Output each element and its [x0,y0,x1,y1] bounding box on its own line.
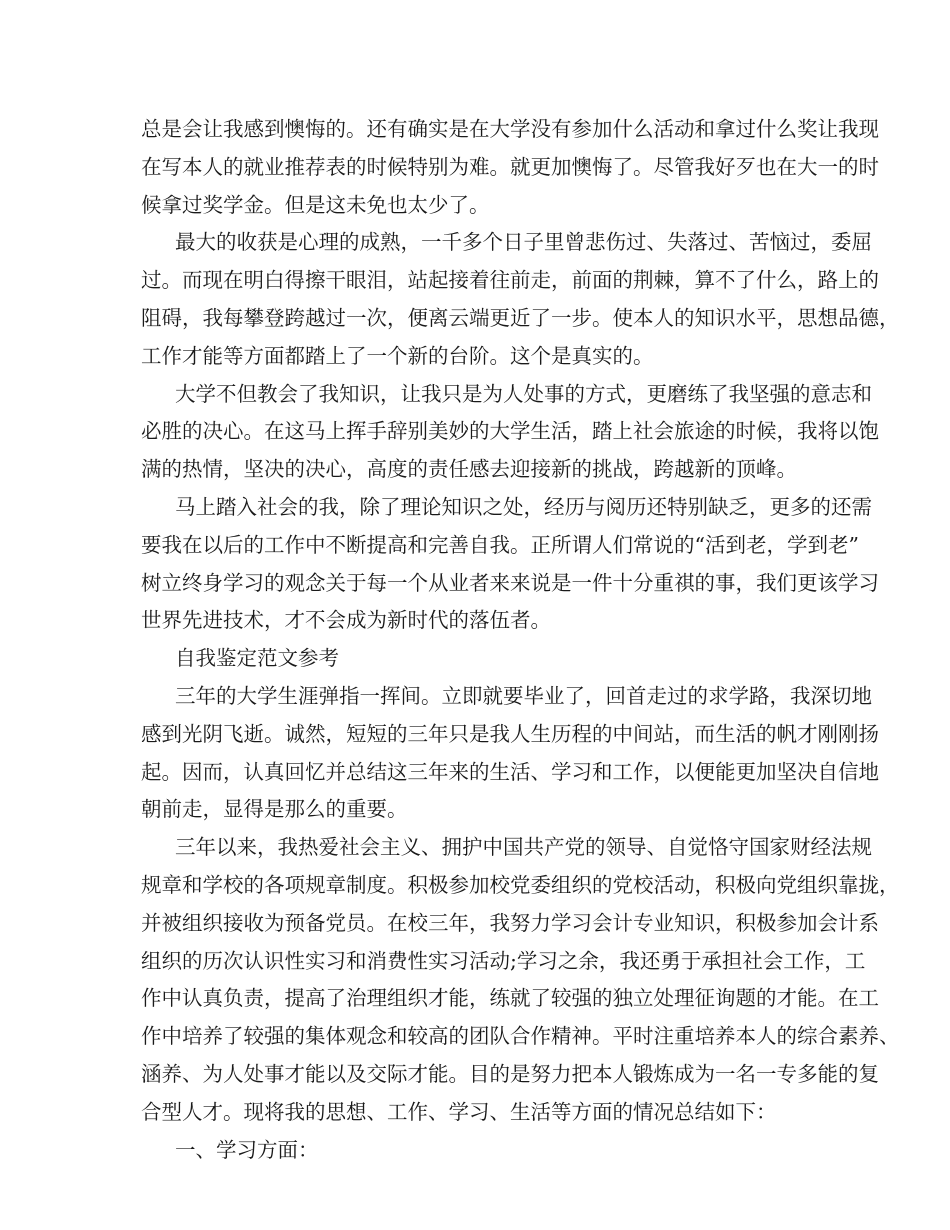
paragraph-first-line: 大学不但教会了我知识，让我只是为人处事的方式，更磨练了我坚强的意志和 [175,381,872,406]
text-line: 涵养、为人处事才能以及交际才能。目的是努力把本人锻炼成为一名一专多能的复 [141,1061,879,1086]
text-line: 阻碍，我每攀登跨越过一次，便离云端更近了一步。使本人的知识水平，思想品德， [141,305,900,330]
paragraph-first-line: 最大的收获是心理的成熟，一千多个日子里曾悲伤过、失落过、苦恼过，委屈 [175,230,872,255]
text-line: 候拿过奖学金。但是这未免也太少了。 [141,192,490,217]
text-line: 要我在以后的工作中不断提高和完善自我。正所谓人们常说的“活到老，学到老” [141,532,859,557]
paragraph-first-line: 三年的大学生涯弹指一挥间。立即就要毕业了，回首走过的求学路，我深切地 [175,683,872,708]
paragraph-first-line: 三年以来，我热爱社会主义、拥护中国共产党的领导、自觉恪守国家财经法规 [175,835,872,860]
paragraph-first-line: 马上踏入社会的我，除了理论知识之处，经历与阅历还特别缺乏，更多的还需 [175,494,872,519]
text-line: 过。而现在明白得擦干眼泪，站起接着往前走，前面的荆棘，算不了什么，路上的 [141,268,879,293]
paragraph-first-line: 一、学习方面： [175,1137,319,1162]
text-line: 作中认真负责，提高了治理组织才能，练就了较强的独立处理征询题的才能。在工 [141,986,879,1011]
text-line: 感到光阴飞逝。诚然，短短的三年只是我人生历程的中间站，而生活的帆才刚刚扬 [141,721,879,746]
text-line: 朝前走，显得是那么的重要。 [141,797,408,822]
text-line: 并被组织接收为预备党员。在校三年，我努力学习会计专业知识，积极参加会计系 [141,910,879,935]
text-line: 在写本人的就业推荐表的时候特别为难。就更加懊悔了。尽管我好歹也在大一的时 [141,154,879,179]
text-line: 规章和学校的各项规章制度。积极参加校党委组织的党校活动，积极向党组织靠拢， [141,872,900,897]
text-line: 组织的历次认识性实习和消费性实习活动;学习之余，我还勇于承担社会工作，工 [141,948,866,973]
text-line: 起。因而，认真回忆并总结这三年来的生活、学习和工作，以便能更加坚决自信地 [141,759,879,784]
text-line: 作中培养了较强的集体观念和较高的团队合作精神。平时注重培养本人的综合素养、 [141,1024,900,1049]
text-line: 总是会让我感到懊悔的。还有确实是在大学没有参加什么活动和拿过什么奖让我现 [141,117,879,141]
text-line: 满的热情，坚决的决心，高度的责任感去迎接新的挑战，跨越新的顶峰。 [141,457,797,482]
text-line: 世界先进技术，才不会成为新时代的落伍者。 [141,608,551,633]
text-line: 合型人才。现将我的思想、工作、学习、生活等方面的情况总结如下： [141,1099,777,1124]
text-line: 工作才能等方面都踏上了一个新的台阶。这个是真实的。 [141,343,654,368]
text-line: 树立终身学习的观念关于每一个从业者来来说是一件十分重祺的事，我们更该学习 [141,570,879,595]
document-body [141,111,900,1169]
text-line: 必胜的决心。在这马上挥手辞别美妙的大学生活，踏上社会旅途的时候，我将以饱 [141,419,879,444]
paragraph-first-line: 自我鉴定范文参考 [175,646,339,671]
